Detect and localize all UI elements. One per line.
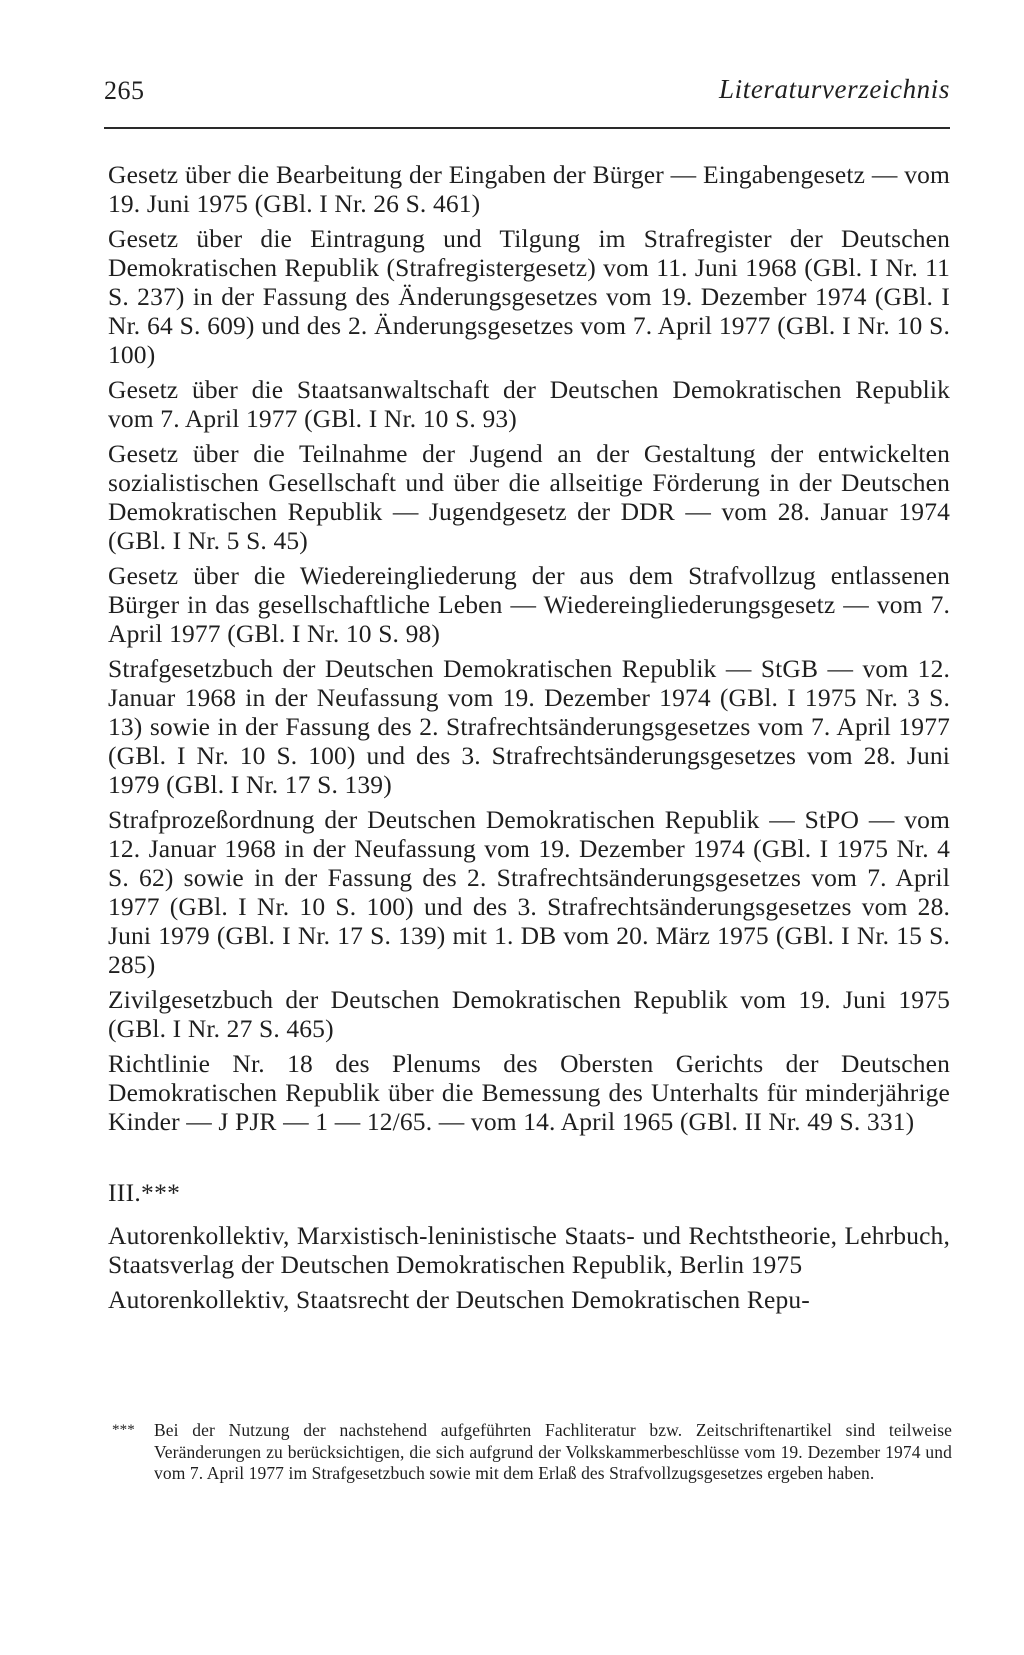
running-title: Literaturverzeichnis bbox=[719, 74, 950, 104]
bibliography-entry: Strafprozeßordnung der Deutschen Demokratischen Republik — StPO — vom 12. Januar 1968 in der Neufassung vom 19. Dezember 1974 (GBl. I 1975 Nr. 4 S. 62) sowie in der Fassung des 2. Strafrechtsänderungsgesetzes vom 7. April 1977 (GBl. I Nr. 10 S. 100) und des 3. Strafrechtsänderungsgesetzes vom 28. Juni 1979 (GBl. I Nr. 17 S. 139) mit 1. DB vom 20. März 1975 (GBl. I Nr. 15 S. 285) bbox=[108, 805, 950, 979]
section-heading: III.*** bbox=[108, 1178, 181, 1207]
footnote bbox=[112, 1420, 952, 1485]
bibliography-list bbox=[108, 160, 950, 1320]
bibliography-entry: Autorenkollektiv, Marxistisch-leninistische Staats- und Rechtstheorie, Lehrbuch, Staatsverlag der Deutschen Demokratischen Republik, Berlin 1975 bbox=[108, 1221, 950, 1279]
bibliography-entry: Zivilgesetzbuch der Deutschen Demokratischen Republik vom 19. Juni 1975 (GBl. I Nr. 27 S. 465) bbox=[108, 985, 950, 1043]
bibliography-entry: Autorenkollektiv, Staatsrecht der Deutschen Demokratischen Repu- bbox=[108, 1285, 810, 1314]
bibliography-entry: Strafgesetzbuch der Deutschen Demokratischen Republik — StGB — vom 12. Januar 1968 in der Neufassung vom 19. Dezember 1974 (GBl. I 1975 Nr. 3 S. 13) sowie in der Fassung des 2. Strafrechtsänderungsgesetzes vom 7. April 1977 (GBl. I Nr. 10 S. 100) und des 3. Strafrechtsänderungsgesetzes vom 28. Juni 1979 (GBl. I Nr. 17 S. 139) bbox=[108, 654, 950, 799]
header-rule bbox=[104, 127, 950, 129]
page-header bbox=[104, 72, 950, 112]
bibliography-entry: Gesetz über die Eintragung und Tilgung im Strafregister der Deutschen Demokratischen Republik (Strafregistergesetz) vom 11. Juni 1968 (GBl. I Nr. 11 S. 237) in der Fassung des Änderungsgesetzes vom 19. Dezember 1974 (GBl. I Nr. 64 S. 609) und des 2. Änderungsgesetzes vom 7. April 1977 (GBl. I Nr. 10 S. 100) bbox=[108, 224, 950, 369]
bibliography-entry: Gesetz über die Bearbeitung der Eingaben der Bürger — Eingabengesetz — vom 19. Juni 1975 (GBl. I Nr. 26 S. 461) bbox=[108, 160, 950, 218]
bibliography-entry: Gesetz über die Teilnahme der Jugend an der Gestaltung der entwickelten sozialistischen Gesellschaft und über die allseitige Förderung in der Deutschen Demokratischen Republik — Jugendgesetz der DDR — vom 28. Januar 1974 (GBl. I Nr. 5 S. 45) bbox=[108, 439, 950, 555]
bibliography-entry: Gesetz über die Wiedereingliederung der aus dem Strafvollzug entlassenen Bürger in das gesellschaftliche Leben — Wiedereingliederungsgesetz — vom 7. April 1977 (GBl. I Nr. 10 S. 98) bbox=[108, 561, 950, 648]
bibliography-entry: Gesetz über die Staatsanwaltschaft der Deutschen Demokratischen Republik vom 7. April 1977 (GBl. I Nr. 10 S. 93) bbox=[108, 375, 950, 433]
footnote-text: Bei der Nutzung der nachstehend aufgeführten Fachliteratur bzw. Zeitschriftenartikel sind teilweise Veränderungen zu berücksichtigen, die sich aufgrund der Volkskammerbeschlüsse vom 19. Dezember 1974 und vom 7. April 1977 im Strafgesetzbuch sowie mit dem Erlaß des Strafvollzugsgesetzes ergeben haben. bbox=[154, 1420, 952, 1483]
bibliography-entry: Richtlinie Nr. 18 des Plenums des Obersten Gerichts der Deutschen Demokratischen Republik über die Bemessung des Unterhalts für minderjährige Kinder — J PJR — 1 — 12/65. — vom 14. April 1965 (GBl. II Nr. 49 S. 331) bbox=[108, 1049, 950, 1136]
page-number: 265 bbox=[104, 76, 145, 105]
footnote-marker: *** bbox=[112, 1422, 135, 1438]
